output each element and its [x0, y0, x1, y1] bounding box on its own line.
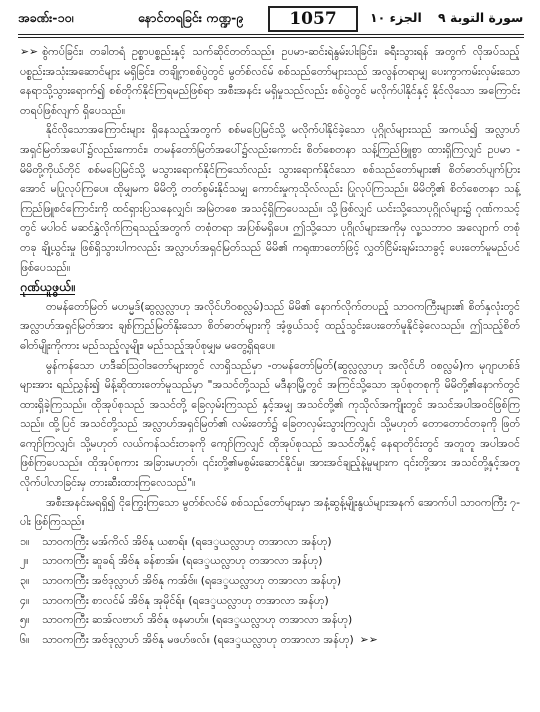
list-item-number: ၁။: [20, 534, 30, 548]
list-item-text: သာဝကကြီး ဆအ်လဗာဟ် အိဗ်နု ဖနမာဟ်။ (ရဒေ္ဒယလ္လာဟု တအာလာ အန်ဟု): [42, 613, 353, 627]
list-item-number: ၃။: [20, 574, 30, 588]
list-item-number: ၂။: [20, 554, 29, 568]
arrow-marker-icon: ➢➢: [20, 45, 39, 58]
arrow-marker-icon: ➢➢: [359, 632, 378, 646]
list-item: [20, 630, 520, 650]
section-heading: [20, 277, 520, 297]
list-item-text: သာဝကကြီး မအ်ကိလ် အိဗ်နု ယစာရ်။ (ရဒေ္ဒယလ္လာဟု တအာလာ အန်ဟု): [42, 534, 332, 548]
list-item-number: ၆။: [20, 632, 30, 646]
paragraph-1: [20, 42, 520, 120]
list-item-number: ၄။: [20, 593, 30, 607]
list-item-text: သာဝကကြီး ဆူခရ် အိဗ်နု ခန်စာအ်။ (ရဒေ္ဒယလ္လာဟု တအာလာ အန်ဟု): [42, 554, 323, 568]
section-heading-text: ဂုဏ်ယူဖွယ်။: [20, 279, 75, 295]
page-body: [20, 42, 520, 649]
list-item-text: သာဝကကြီး စာလင်မ် အိဗ်နု အုမိုင်ရ်။ (ရဒေ္ဒယလ္လာဟု တအာလာ အန်ဟု): [42, 593, 329, 607]
page-header: [18, 6, 524, 34]
juz-label: الجزء ١٠: [370, 10, 422, 25]
paragraph-1-text: စွဲကပ်ခြင်း၊ တခါတရံ ဥစ္စာပစ္စည်းနှင့် သက်ဆိုင်တတ်သည်။ ဥပမာ-ဆင်းရဲနွမ်းပါးခြင်း၊ ခရီးသွားရန် အတွက် လိုအပ်သည့် ပစ္စည်းအသုံးအဆောင်များ မရှိခြင်း၊ တချို့ကစစ်ပွဲတွင် မွတ်စ်လင်မ် စစ်သည်တော်များသည် အလွန်တရာမျှ ပေးကွာကမ်းလှမ်းသော နေရာသို့သွားရောက်၍ စစ်တိုက်နိုင်ကြရမည်ဖြစ်ရာ အစီးအနင်း မရှိမှုသည်လည်း စစ်ပွဲတွင် မလိုက်ပါနိုင်နှင့် နိုင်လိုသော အကြောင်းတရပ်ဖြစ်လျက် ရှိပေသည်။: [20, 45, 520, 117]
list-item: [20, 610, 520, 630]
header-rule-secondary: [18, 37, 524, 38]
header-rule: [18, 34, 524, 35]
page-number-box: 1057: [268, 6, 358, 32]
paragraph-2: နိုင်လိုသောအကြောင်းများ ရှိနေသည့်အတွက် စစ်မပြေမြင်သို့ မလိုက်ပါနိုင်ခဲ့သော ပုဂ္ဂိုလ်များသည် အကယ်၍ အလ္လာဟ်အရှင်မြတ်အပေါ်၌လည်းကောင်း၊ တမန်တော်မြတ်အပေါ်၌လည်းကောင်း စိတ်စေတနာ သန့်ကြည်ဖြူစွာ ထားရှိကြလျှင် ဥပမာ - မိမိတို့ကိုယ်တိုင် စစ်မပြေမြင်သို့ မသွားရောက်နိုင်ကြသော်လည်း သွားရောက်နိုင်သော စစ်သည်တော်များ၏ စိတ်ဓာတ်ပျက်ပြားအောင် မပြုလုပ်ကြပေ။ ထိုမျှမက မိမိတို့ တတ်စွမ်းနိုင်သမျှ ကောင်းမှုကုသိုလ်လည်း ပြုလုပ်ကြသည်။ မိမိတို့၏ စိတ်စေတနာ သန့်ကြည်ဖြူစင်ကြောင်းကို ထင်ရှားပြသနေလျှင်၊ အမြဲတစေ အသင့်ရှိကြပေသည်။ သို့ဖြစ်လျှင် ယင်းသို့သောပုဂ္ဂိုလ်များ၌ ဂုဏ်ကသင့်တွင် မပါဝင် မဆင်နွှဲလိုက်ကြရသည့်အတွက် တစုံတရာ အပြစ်မရှိပေ။ ဤသို့သော ပုဂ္ဂိုလ်များအကိုမှ လူ့သဘာဝ အလျောက် တစုံတခု ချို့ယွင်းမှု ဖြစ်ရှိသွားပါကလည်း အလ္လာဟ်အရှင်မြတ်သည် မိမိ၏ ကရုဏာတော်ဖြင့် လွှတ်ငြိမ်းချမ်းသာခွင့် ပေးတော်မူမည်ပင် ဖြစ်ပေသည်။: [20, 123, 520, 274]
companion-list: [20, 532, 520, 650]
paragraph-5: အစီးအနင်းမရရှိ၍ ငိုကြွေးကြသော မွတ်စ်လင်မ် စစ်သည်တော်များမှာ အနံ့ဆွန့်မျိုးနွယ်များအနက် အောက်ပါ သာဝကကြီး ၇-ပါး ဖြစ်ကြသည်။: [20, 495, 520, 529]
section-label: နောင်တရခြင်း ကဏ္ဍ-၉: [138, 10, 244, 25]
chapter-label: အခဏ်း-၁၀၊: [18, 10, 74, 25]
list-item: [20, 591, 520, 611]
list-item: [20, 532, 520, 552]
paragraph-4: မွန်ကန်သော ဟဒီဆ်ဩဝါဒတော်များတွင် လာရှိသည်မှာ -တမန်တော်မြတ်(ဆွလ္လလ္လာဟု အလိုင်ဟိ ဝစလ္လမ်)က မုဂျာဟစ်ဒ်များအား ရည်ညွှန်း၍ မိန့်ဆိုထားတော်မူသည်မှာ "အသင်တို့သည် မဒီနာမြို့တွင် အကြင်သို့သော အုပ်စုတစုကို မိမိတို့၏နောက်တွင် ထားရှိခဲ့ကြသည်။ ထိုအုပ်စုသည် အသင်တို့ ခြေလှမ်းကြသည် နှင့်အမျှ အသင်တို့၏ ကုသိုလ်အကျိုးတွင် အသင်အပါအဝင်ဖြစ်ကြသည်။ ထို့ပြင် အသင်တို့သည် အလ္လာဟ်အရှင်မြတ်၏ လမ်းတော်၌ ခြေတလှမ်းသွားကြလျှင်၊ သို့မဟုတ် တောတောင်တခုကို ဖြတ်ကျော်ကြလျှင်၊ သို့မဟုတ် လယ်ကန်သင်းတခုကို ကျော်ကြလျှင် ထိုအုပ်စုသည် အသင်တို့နှင့် နေရာတိုင်းတွင် အတူတူ အပါအဝင် ဖြစ်ကြပေသည်။ ထိုအုပ်စုကား အခြားမဟုတ်၊ ၎င်းတို့၏မစွမ်းဆောင်နိုင်မှု၊ အားအင်ချည့်နဲ့မှုများက ၎င်းတို့အား အသင်တို့နှင့်အတူ လိုက်ပါလာခြင်းမှ တားဆီးထားကြလေသည်"။: [20, 358, 520, 490]
list-item-text: သာဝကကြီး အဗ်ဒုလ္လာဟ် အိဗ်နု ကအ်ဗ်။ (ရဒေ္ဒယလ္လာဟု တအာလာ အန်ဟု): [42, 574, 342, 588]
paragraph-3: တမန်တော်မြတ် မဟမ္မဒ်(ဆွလ္လလ္လာဟု အလိုင်ဟိဝစလ္လမ်)သည် မိမိ၏ နောက်လိုက်တပည့် သာဝကကြီးများ၏ စိတ်နှလုံးတွင် အလ္လာဟ်အရှင်မြတ်အား ချစ်ကြည်မြတ်နိုးသော စိတ်ဓာတ်များကို အံ့ဖွယ်သင့် ထည့်သွင်းပေးတော်မူနိုင်ခဲ့လေသည်။ ဤသည့်စိတ်ဓါတ်မျိုးကိုကား မည်သည့်လူမျိုး၊ မည်သည့်အုပ်စုမျှမ မတွေ့ရှိရပေ။: [20, 299, 520, 352]
list-item-number: ၅။: [20, 613, 30, 627]
list-item: [20, 571, 520, 591]
list-item: [20, 551, 520, 571]
list-item-text: သာဝကကြီး အဗ်ဒုလ္လာဟ် အိဗ်နု မဖဟ်ဖလ်။ (ရဒေ္ဒယလ္လာဟု တအာလာ အန်ဟု): [42, 632, 354, 646]
surah-label: سورة التوبة ٩: [438, 10, 524, 25]
